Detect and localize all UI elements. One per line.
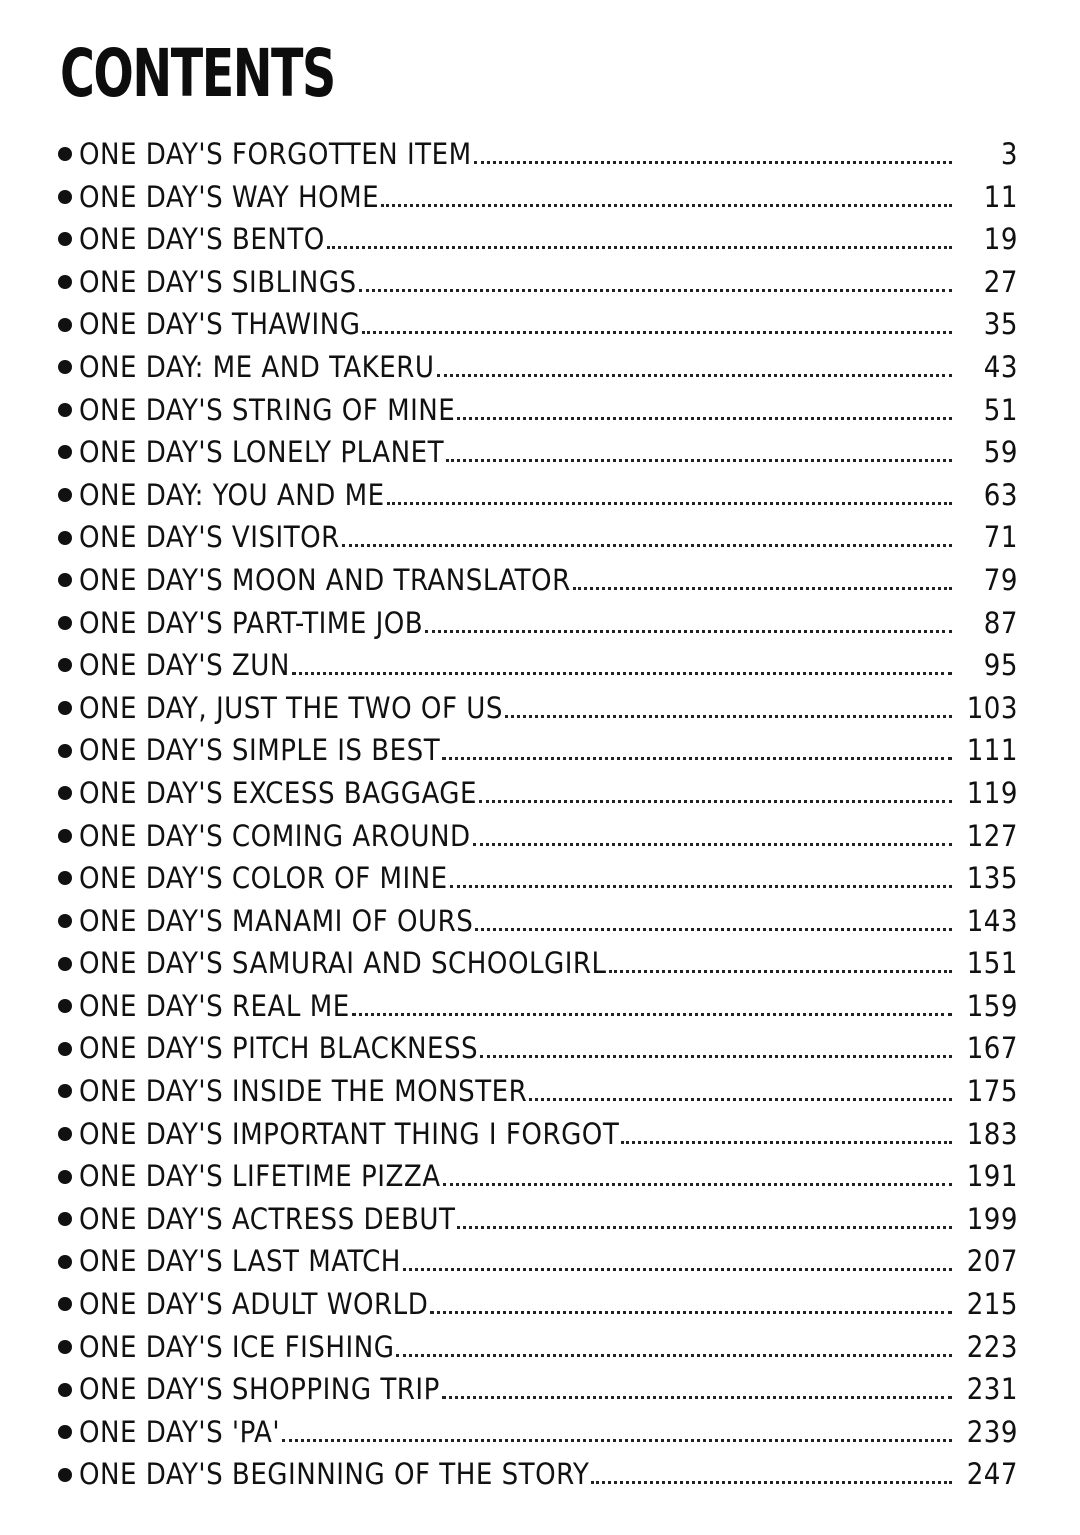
toc-entry: [58, 985, 1018, 1028]
dot-leader: [457, 417, 952, 420]
bullet-icon: [58, 1297, 72, 1311]
toc-entry: [58, 942, 1018, 985]
toc-entry-title: ONE DAY'S SAMURAI AND SCHOOLGIRL: [79, 946, 607, 981]
bullet-icon: [58, 403, 72, 417]
dot-leader: [442, 757, 952, 760]
bullet-icon: [58, 658, 72, 672]
bullet-icon: [58, 1084, 72, 1098]
toc-entry-title: ONE DAY'S FORGOTTEN ITEM: [79, 137, 472, 171]
toc-entry-title: ONE DAY'S COLOR OF MINE: [79, 861, 448, 896]
dot-leader: [474, 161, 952, 164]
toc-entry-page: 167: [966, 1031, 1018, 1066]
dot-leader: [387, 502, 952, 505]
toc-entry-title: ONE DAY'S MOON AND TRANSLATOR: [79, 562, 571, 597]
bullet-icon: [58, 999, 72, 1013]
toc-entry: [58, 1198, 1018, 1241]
toc-entry-page: 71: [983, 520, 1018, 555]
dot-leader: [362, 331, 952, 334]
toc-entry: [58, 1113, 1018, 1156]
dot-leader: [529, 1098, 952, 1101]
toc-entry-title: ONE DAY'S ICE FISHING: [79, 1329, 395, 1364]
toc-entry-page: 143: [966, 903, 1018, 938]
toc-entry: [58, 133, 1018, 176]
toc-entry-title: ONE DAY'S WAY HOME: [79, 179, 380, 214]
toc-entry: [58, 346, 1018, 389]
toc-entry-title: ONE DAY'S BEGINNING OF THE STORY: [79, 1457, 590, 1492]
toc-entry: [58, 431, 1018, 474]
toc-entry: [58, 1283, 1018, 1326]
bullet-icon: [58, 616, 72, 630]
dot-leader: [475, 928, 952, 931]
toc-entry: [58, 1070, 1018, 1113]
toc-entry-page: 43: [983, 349, 1018, 384]
bullet-icon: [58, 1340, 72, 1354]
toc-entry: [58, 1027, 1018, 1070]
toc-entry-page: 183: [966, 1116, 1018, 1151]
toc-entry-title: ONE DAY'S INSIDE THE MONSTER: [79, 1074, 528, 1109]
toc-entry-title: ONE DAY'S THAWING: [79, 307, 361, 342]
toc-entry-page: 175: [966, 1074, 1018, 1109]
toc-entry: [58, 687, 1018, 730]
dot-leader: [443, 1183, 952, 1186]
dot-leader: [505, 715, 952, 718]
bullet-icon: [58, 1425, 72, 1439]
dot-leader: [342, 544, 952, 547]
toc-entry-title: ONE DAY'S 'PA': [79, 1414, 280, 1449]
toc-entry-title: ONE DAY'S PITCH BLACKNESS: [79, 1031, 479, 1066]
toc-entry: [58, 516, 1018, 559]
dot-leader: [457, 1226, 952, 1229]
bullet-icon: [58, 744, 72, 758]
dot-leader: [609, 970, 952, 973]
toc-entry-title: ONE DAY'S ZUN: [79, 648, 290, 683]
bullet-icon: [58, 147, 72, 161]
bullet-icon: [58, 786, 72, 800]
toc-entry: [58, 1368, 1018, 1411]
dot-leader: [381, 204, 952, 207]
dot-leader: [327, 246, 952, 249]
toc-entry-title: ONE DAY'S LONELY PLANET: [79, 435, 445, 470]
toc-entry: [58, 772, 1018, 815]
toc-entry-page: 111: [966, 733, 1018, 768]
dot-leader: [430, 1311, 952, 1314]
toc-entry: [58, 389, 1018, 432]
bullet-icon: [58, 1255, 72, 1269]
toc-entry-page: 35: [983, 307, 1018, 342]
toc-entry-title: ONE DAY'S ADULT WORLD: [79, 1287, 429, 1322]
bullet-icon: [58, 701, 72, 715]
toc-entry-title: ONE DAY'S IMPORTANT THING I FORGOT: [79, 1116, 620, 1151]
toc-entry-page: 135: [966, 861, 1018, 896]
bullet-icon: [58, 871, 72, 885]
bullet-icon: [58, 488, 72, 502]
toc-entry: [58, 1326, 1018, 1369]
toc-entry-page: 87: [983, 605, 1018, 640]
toc-entry-page: 159: [966, 988, 1018, 1023]
table-of-contents: [58, 133, 1018, 1496]
toc-entry-page: 103: [966, 690, 1018, 725]
bullet-icon: [58, 1212, 72, 1226]
toc-entry: [58, 303, 1018, 346]
toc-entry: [58, 218, 1018, 261]
bullet-icon: [58, 232, 72, 246]
toc-entry-page: 207: [966, 1244, 1018, 1279]
toc-entry-page: 19: [983, 222, 1018, 257]
toc-entry-page: 119: [966, 775, 1018, 810]
bullet-icon: [58, 1042, 72, 1056]
dot-leader: [450, 885, 952, 888]
toc-entry-title: ONE DAY'S ACTRESS DEBUT: [79, 1201, 456, 1236]
toc-entry-page: 151: [966, 946, 1018, 981]
dot-leader: [446, 459, 952, 462]
bullet-icon: [58, 957, 72, 971]
toc-entry-page: 247: [966, 1457, 1018, 1492]
toc-entry-page: 199: [966, 1201, 1018, 1236]
dot-leader: [437, 374, 953, 377]
dot-leader: [292, 672, 952, 675]
toc-entry-title: ONE DAY'S STRING OF MINE: [79, 392, 456, 427]
bullet-icon: [58, 573, 72, 587]
page-title: CONTENTS: [60, 35, 335, 112]
toc-entry-title: ONE DAY'S SIMPLE IS BEST: [79, 733, 441, 768]
bullet-icon: [58, 829, 72, 843]
dot-leader: [359, 289, 952, 292]
dot-leader: [573, 587, 952, 590]
toc-entry-page: 95: [983, 648, 1018, 683]
toc-entry: [58, 857, 1018, 900]
toc-entry: [58, 176, 1018, 219]
toc-entry-title: ONE DAY'S LIFETIME PIZZA: [79, 1159, 441, 1194]
dot-leader: [396, 1354, 952, 1357]
toc-entry-title: ONE DAY'S SIBLINGS: [79, 264, 357, 299]
toc-entry-page: 231: [966, 1372, 1018, 1407]
bullet-icon: [58, 445, 72, 459]
toc-entry-title: ONE DAY'S LAST MATCH: [79, 1244, 401, 1279]
toc-entry: [58, 1453, 1018, 1496]
toc-entry: [58, 1155, 1018, 1198]
toc-entry-title: ONE DAY'S MANAMI OF OURS: [79, 903, 474, 938]
toc-entry: [58, 1240, 1018, 1283]
toc-entry-title: ONE DAY'S VISITOR: [79, 520, 340, 555]
dot-leader: [621, 1141, 952, 1144]
toc-entry-title: ONE DAY'S SHOPPING TRIP: [79, 1372, 440, 1407]
toc-entry-title: ONE DAY: ME AND TAKERU: [79, 349, 435, 384]
dot-leader: [352, 1013, 952, 1016]
bullet-icon: [58, 275, 72, 289]
toc-entry-page: 127: [966, 818, 1018, 853]
dot-leader: [282, 1439, 952, 1442]
toc-entry: [58, 644, 1018, 687]
toc-entry-page: 59: [983, 435, 1018, 470]
toc-entry: [58, 559, 1018, 602]
toc-entry: [58, 261, 1018, 304]
toc-entry: [58, 1411, 1018, 1454]
bullet-icon: [58, 1383, 72, 1397]
bullet-icon: [58, 914, 72, 928]
bullet-icon: [58, 360, 72, 374]
bullet-icon: [58, 1170, 72, 1184]
toc-entry: [58, 729, 1018, 772]
dot-leader: [403, 1268, 952, 1271]
bullet-icon: [58, 318, 72, 332]
toc-entry: [58, 900, 1018, 943]
dot-leader: [479, 800, 952, 803]
toc-entry-page: 239: [966, 1414, 1018, 1449]
toc-entry-title: ONE DAY'S EXCESS BAGGAGE: [79, 775, 478, 810]
toc-entry-page: 191: [966, 1159, 1018, 1194]
toc-entry-title: ONE DAY'S BENTO: [79, 222, 325, 257]
toc-entry-title: ONE DAY'S PART-TIME JOB: [79, 605, 424, 640]
dot-leader: [442, 1396, 952, 1399]
toc-entry-title: ONE DAY'S REAL ME: [79, 988, 350, 1023]
toc-entry-title: ONE DAY'S COMING AROUND: [79, 818, 471, 853]
toc-entry-page: 11: [983, 179, 1018, 214]
bullet-icon: [58, 1127, 72, 1141]
bullet-icon: [58, 190, 72, 204]
toc-entry: [58, 474, 1018, 517]
dot-leader: [480, 1055, 952, 1058]
toc-entry: [58, 815, 1018, 858]
toc-entry-page: 223: [966, 1329, 1018, 1364]
toc-entry-page: 27: [983, 264, 1018, 299]
toc-entry-title: ONE DAY: YOU AND ME: [79, 477, 385, 512]
toc-entry-page: 79: [983, 562, 1018, 597]
bullet-icon: [58, 1468, 72, 1482]
toc-entry-page: 3: [1000, 137, 1018, 171]
dot-leader: [425, 630, 952, 633]
toc-entry-page: 63: [983, 477, 1018, 512]
dot-leader: [473, 843, 952, 846]
toc-entry-title: ONE DAY, JUST THE TWO OF US: [79, 690, 503, 725]
toc-entry-page: 51: [983, 392, 1018, 427]
dot-leader: [591, 1481, 952, 1484]
toc-entry: [58, 602, 1018, 645]
toc-entry-page: 215: [966, 1287, 1018, 1322]
bullet-icon: [58, 531, 72, 545]
